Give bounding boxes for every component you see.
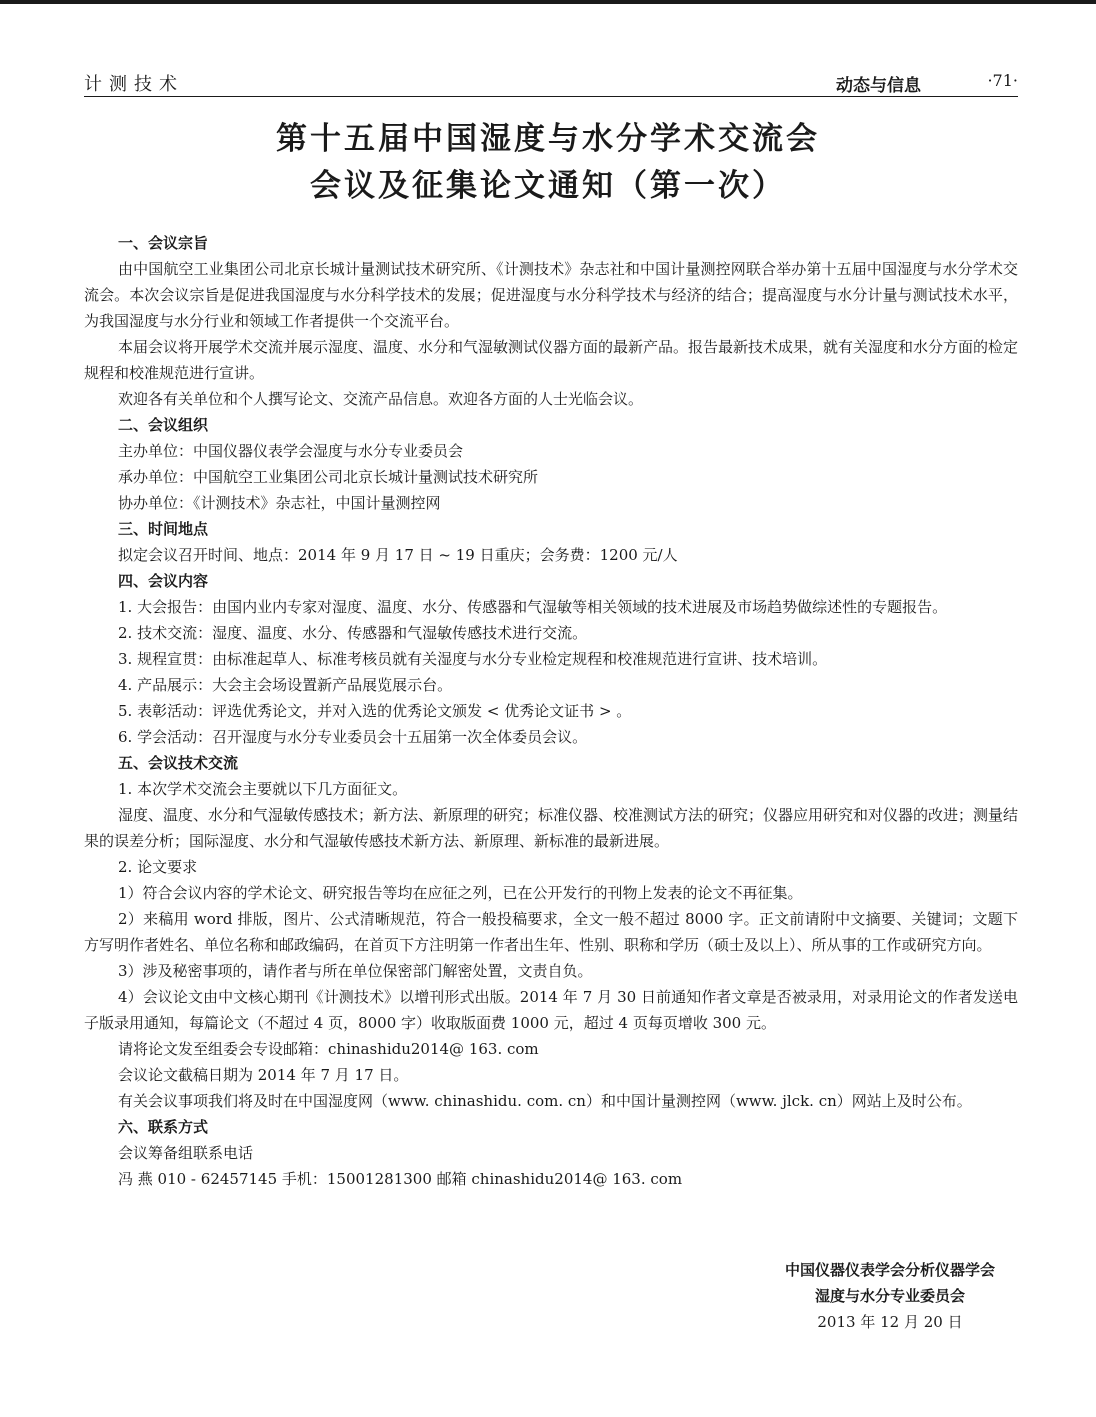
paragraph: 协办单位：《计测技术》杂志社，中国计量测控网: [118, 494, 441, 512]
signature-org-2: 湿度与水分专业委员会: [814, 1287, 965, 1305]
paragraph: 2. 论文要求: [118, 858, 198, 876]
article-body: [84, 230, 1018, 1192]
paragraph: 3）涉及秘密事项的，请作者与所在单位保密部门解密处置，文责自负。: [118, 962, 593, 980]
title-line-2: 会议及征集论文通知（第一次）: [310, 168, 786, 204]
section-heading: 五、会议技术交流: [118, 754, 239, 772]
paragraph: 欢迎各有关单位和个人撰写论文、交流产品信息。欢迎各方面的人士光临会议。: [118, 390, 644, 408]
article-title: [0, 116, 1096, 210]
page-number: ·71·: [987, 71, 1018, 90]
signature-date: 2013 年 12 月 20 日: [817, 1313, 963, 1331]
title-line-1: 第十五届中国湿度与水分学术交流会: [276, 121, 820, 157]
running-header: [84, 66, 1018, 97]
section-heading: 二、会议组织: [118, 416, 209, 434]
journal-name: 计测技术: [84, 74, 184, 95]
paragraph: 6. 学会活动：召开湿度与水分专业委员会十五届第一次全体委员会议。: [118, 728, 588, 746]
top-rule: [0, 0, 1096, 4]
paragraph: 冯 燕 010 - 62457145 手机：15001281300 邮箱 chinashidu2014@ 163. com: [118, 1170, 683, 1188]
section-name: 动态与信息: [836, 76, 921, 96]
paragraph: 1. 本次学术交流会主要就以下几方面征文。: [118, 780, 408, 798]
paragraph: 2. 技术交流：湿度、温度、水分、传感器和气湿敏传感技术进行交流。: [118, 624, 588, 642]
paragraph: 本届会议将开展学术交流并展示湿度、温度、水分和气湿敏测试仪器方面的最新产品。报告最新技术成果，就有关湿度和水分方面的检定规程和校准规范进行宣讲。: [84, 338, 1019, 382]
paragraph: 主办单位：中国仪器仪表学会湿度与水分专业委员会: [118, 442, 464, 460]
signature-org-1: 中国仪器仪表学会分析仪器学会: [784, 1261, 995, 1279]
paragraph: 2）来稿用 word 排版，图片、公式清晰规范，符合一般投稿要求，全文一般不超过 8000 字。正文前请附中文摘要、关键词；文题下方写明作者姓名、单位名称和邮政编码，在首页下方注明第一作者出生年、性别、职称和学历（硕士及以上）、所从事的工作或研究方向。: [84, 910, 1018, 954]
paragraph: 会议论文截稿日期为 2014 年 7 月 17 日。: [118, 1066, 409, 1084]
section-heading: 三、时间地点: [118, 520, 209, 538]
section-heading: 一、会议宗旨: [118, 234, 209, 252]
paragraph: 3. 规程宣贯：由标准起草人、标准考核员就有关湿度与水分专业检定规程和校准规范进行宣讲、技术培训。: [118, 650, 828, 668]
paragraph: 承办单位：中国航空工业集团公司北京长城计量测试技术研究所: [118, 468, 539, 486]
paragraph: 会议筹备组联系电话: [118, 1144, 254, 1162]
section-heading: 六、联系方式: [118, 1118, 209, 1136]
signature-block: [740, 1257, 1040, 1335]
section-heading: 四、会议内容: [118, 572, 209, 590]
paragraph: 1. 大会报告：由国内业内专家对湿度、温度、水分、传感器和气湿敏等相关领域的技术进展及市场趋势做综述性的专题报告。: [118, 598, 948, 616]
paragraph: 4）会议论文由中文核心期刊《计测技术》以增刊形式出版。2014 年 7 月 30 日前通知作者文章是否被录用，对录用论文的作者发送电子版录用通知，每篇论文（不超过 4 页，8000 字）收取版面费 1000 元，超过 4 页每页增收 300 元。: [84, 988, 1018, 1032]
paragraph: 由中国航空工业集团公司北京长城计量测试技术研究所、《计测技术》杂志社和中国计量测控网联合举办第十五届中国湿度与水分学术交流会。本次会议宗旨是促进我国湿度与水分科学技术的发展；促进湿度与水分科学技术与经济的结合；提高湿度与水分计量与测试技术水平，为我国湿度与水分行业和领域工作者提供一个交流平台。: [84, 260, 1018, 330]
paragraph: 1）符合会议内容的学术论文、研究报告等均在应征之列，已在公开发行的刊物上发表的论文不再征集。: [118, 884, 803, 902]
paragraph: 湿度、温度、水分和气湿敏传感技术；新方法、新原理的研究；标准仪器、校准测试方法的研究；仪器应用研究和对仪器的改进；测量结果的误差分析；国际湿度、水分和气湿敏传感技术新方法、新原理、新标准的最新进展。: [84, 806, 1019, 850]
paragraph: 有关会议事项我们将及时在中国湿度网（www. chinashidu. com. cn）和中国计量测控网（www. jlck. cn）网站上及时公布。: [118, 1092, 972, 1110]
paragraph: 4. 产品展示：大会主会场设置新产品展览展示台。: [118, 676, 453, 694]
paragraph: 拟定会议召开时间、地点：2014 年 9 月 17 日 ~ 19 日重庆；会务费：1200 元/人: [118, 546, 678, 564]
paragraph: 请将论文发至组委会专设邮箱：chinashidu2014@ 163. com: [118, 1040, 539, 1058]
paragraph: 5. 表彰活动：评选优秀论文，并对入选的优秀论文颁发 < 优秀论文证书 > 。: [118, 702, 632, 720]
